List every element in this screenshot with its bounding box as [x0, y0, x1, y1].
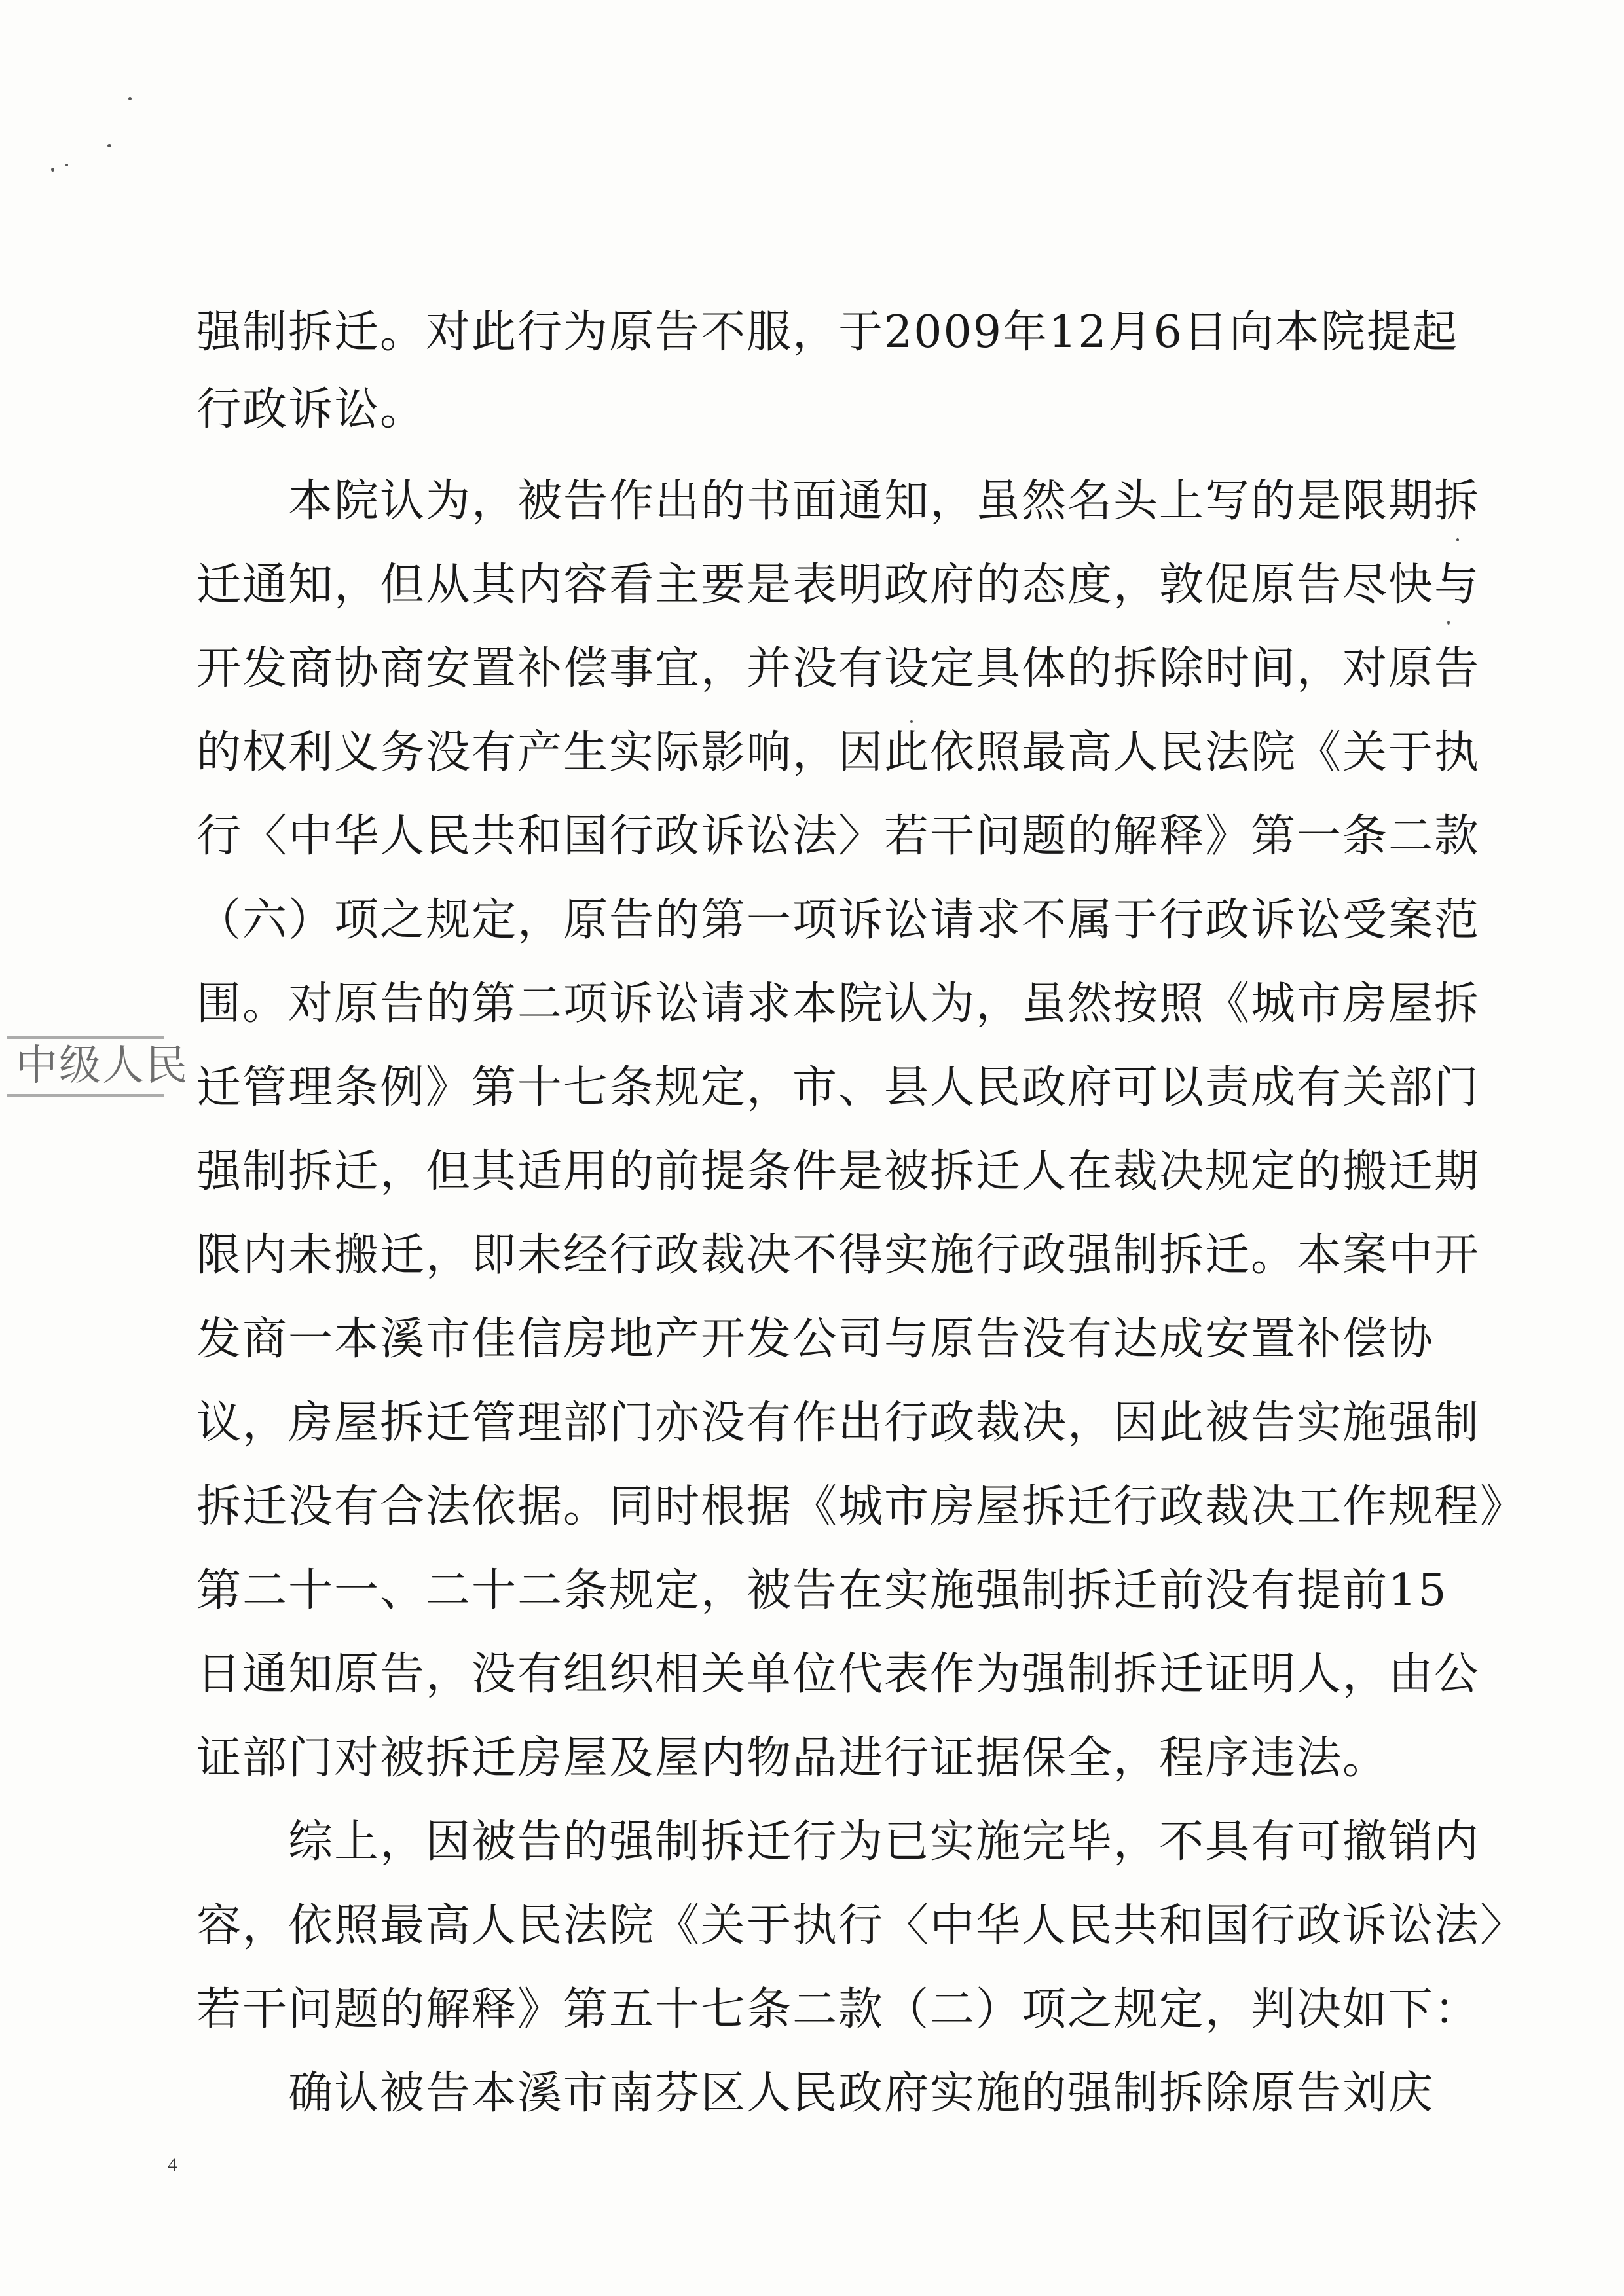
scan-speck [65, 164, 68, 166]
body-line: 综上，因被告的强制拆迁行为已实施完毕，不具有可撤销内 [196, 1816, 1481, 1868]
body-line: 迁通知，但从其内容看主要是表明政府的态度，敦促原告尽快与 [196, 559, 1481, 611]
body-line: 容，依照最高人民法院《关于执行〈中华人民共和国行政诉讼法〉 [196, 1900, 1526, 1952]
body-line: 确认被告本溪市南芬区人民政府实施的强制拆除原告刘庆 [196, 2068, 1435, 2119]
seal-text: 中级人民 [16, 1042, 189, 1090]
body-line: 若干问题的解释》第五十七条二款（二）项之规定，判决如下： [196, 1984, 1481, 2035]
body-line: 本院认为，被告作出的书面通知，虽然名头上写的是限期拆 [196, 475, 1481, 527]
body-line: 开发商协商安置补偿事宜，并没有设定具体的拆除时间，对原告 [196, 643, 1481, 695]
body-line: 的权利义务没有产生实际影响，因此依照最高人民法院《关于执 [196, 727, 1481, 778]
body-line: 拆迁没有合法依据。同时根据《城市房屋拆迁行政裁决工作规程》 [196, 1481, 1526, 1533]
scan-speck [1456, 538, 1459, 541]
body-line: 限内未搬迁，即未经行政裁决不得实施行政强制拆迁。本案中开 [196, 1230, 1481, 1281]
scan-speck [107, 144, 111, 147]
court-seal-fragment [7, 1031, 189, 1103]
scan-speck [1447, 621, 1450, 625]
body-line: 强制拆迁，但其适用的前提条件是被拆迁人在裁决规定的搬迁期 [196, 1146, 1481, 1197]
page-number: 4 [168, 2154, 177, 2176]
seal-border-bottom [7, 1094, 164, 1097]
body-line: 行政诉讼。 [196, 384, 426, 435]
body-line: 发商一本溪市佳信房地产开发公司与原告没有达成安置补偿协 [196, 1313, 1435, 1365]
body-line: 日通知原告，没有组织相关单位代表作为强制拆迁证明人，由公 [196, 1649, 1481, 1700]
body-line: 证部门对被拆迁房屋及屋内物品进行证据保全，程序违法。 [196, 1732, 1389, 1784]
body-line: 围。对原告的第二项诉讼请求本院认为，虽然按照《城市房屋拆 [196, 978, 1481, 1030]
body-line: 议，房屋拆迁管理部门亦没有作出行政裁决，因此被告实施强制 [196, 1397, 1481, 1449]
body-line: 迁管理条例》第十七条规定，市、县人民政府可以责成有关部门 [196, 1062, 1481, 1114]
body-line: （六）项之规定，原告的第一项诉讼请求不属于行政诉讼受案范 [196, 894, 1481, 946]
body-line: 强制拆迁。对此行为原告不服，于2009年12月6日向本院提起 [196, 306, 1458, 358]
scan-speck [51, 168, 54, 172]
seal-border-top [7, 1036, 164, 1039]
scan-speck [128, 97, 132, 100]
body-line: 第二十一、二十二条规定，被告在实施强制拆迁前没有提前15 [196, 1565, 1448, 1616]
body-line: 行〈中华人民共和国行政诉讼法〉若干问题的解释》第一条二款 [196, 811, 1481, 862]
